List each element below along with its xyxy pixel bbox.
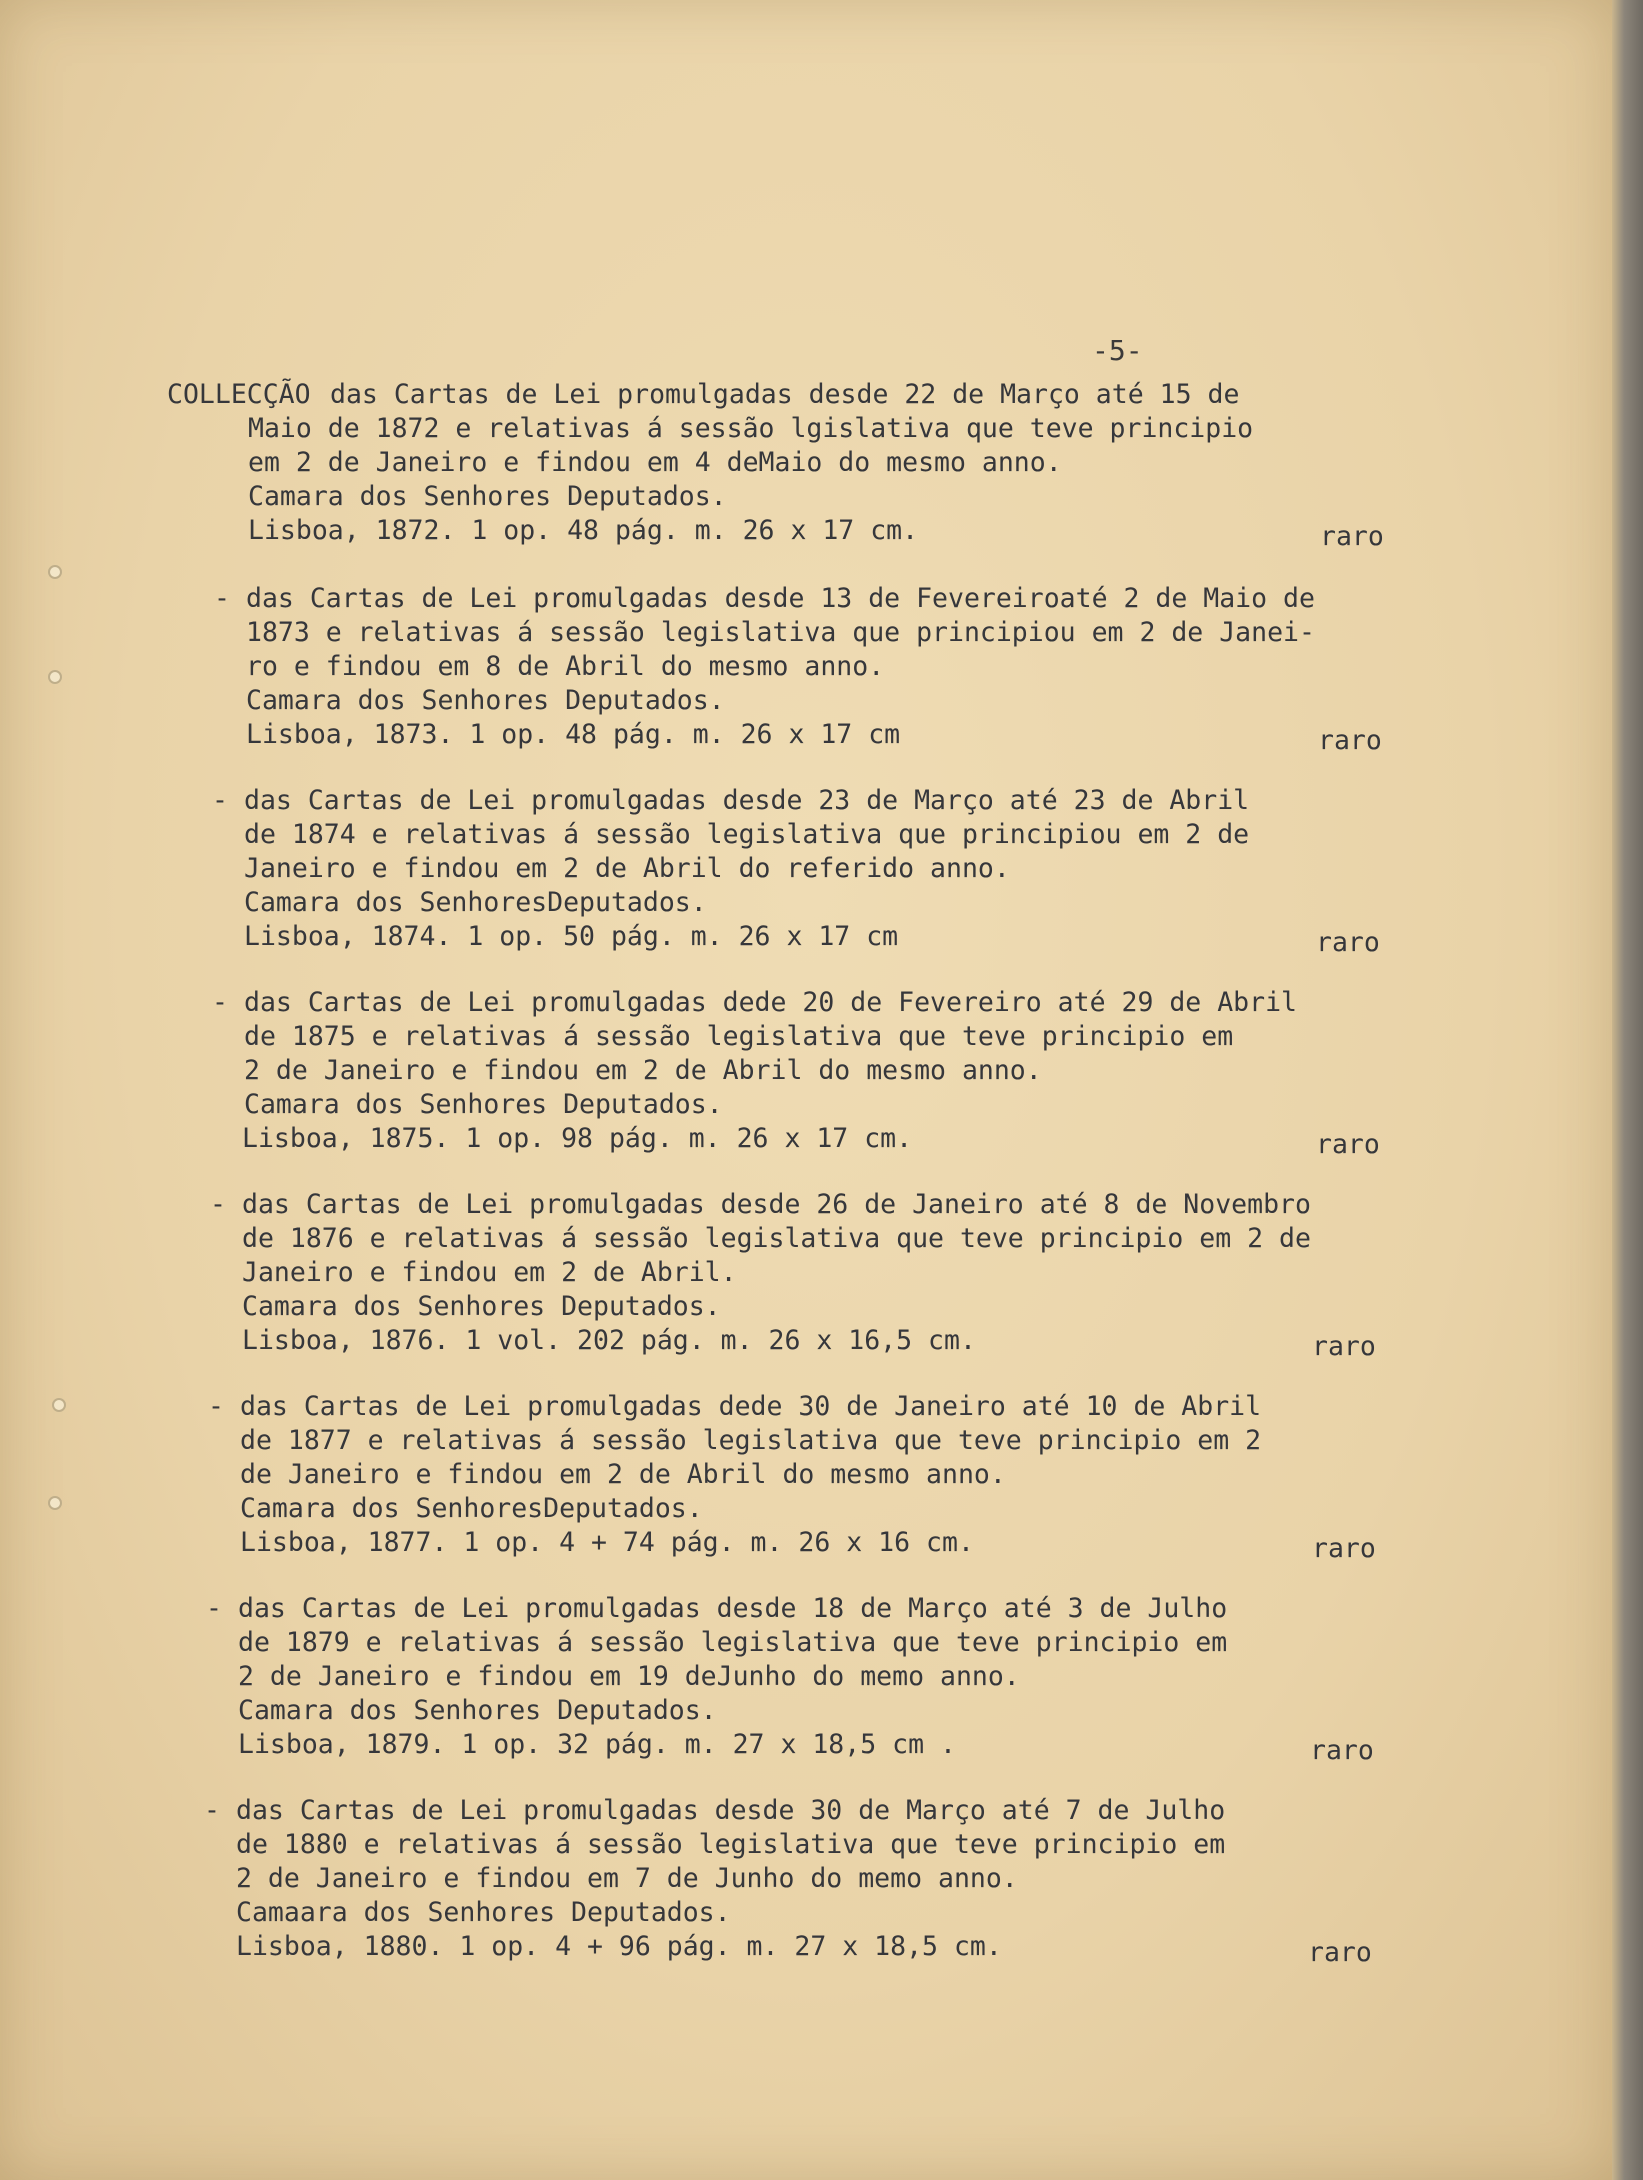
rarity-label: raro [1316,1129,1380,1160]
entry-line: de 1877 e relativas á sessão legislativa que teve principio em 2 [240,1425,1262,1456]
entry-line: das Cartas de Lei promulgadas dede 30 de Janeiro até 10 de Abril [240,1391,1262,1422]
entry-line: das Cartas de Lei promulgadas desde 22 de Março até 15 de [330,379,1240,410]
rarity-label: raro [1308,1937,1372,1968]
entry-lead: COLLECÇÃO [167,379,311,410]
entry-line: ro e findou em 8 de Abril do mesmo anno. [246,651,885,682]
entry-line: Lisboa, 1874. 1 op. 50 pág. m. 26 x 17 cm [244,921,899,952]
entry-line: Lisboa, 1872. 1 op. 48 pág. m. 26 x 17 cm. [248,515,919,546]
entry-line: 2 de Janeiro e findou em 2 de Abril do mesmo anno. [244,1055,1042,1086]
entry-line: das Cartas de Lei promulgadas desde 13 de Fevereiroaté 2 de Maio de [246,583,1315,614]
entry-line: Camara dos SenhoresDeputados. [244,887,707,918]
entry-line: Lisboa, 1873. 1 op. 48 pág. m. 26 x 17 cm [246,719,901,750]
rarity-label: raro [1316,927,1380,958]
entry-line: Lisboa, 1879. 1 op. 32 pág. m. 27 x 18,5 cm . [238,1729,956,1760]
page-number: -5- [1092,334,1143,367]
entry-line: Camara dos SenhoresDeputados. [240,1493,703,1524]
entry-line: 1873 e relativas á sessão legislativa que principiou em 2 de Janei- [246,617,1315,648]
entry-line: de 1876 e relativas á sessão legislativa que teve principio em 2 de [242,1223,1311,1254]
entry-line: Lisboa, 1876. 1 vol. 202 pág. m. 26 x 16,5 cm. [242,1325,976,1356]
entry-line: de Janeiro e findou em 2 de Abril do mesmo anno. [240,1459,1006,1490]
binder-hole [48,670,62,684]
entry-line: Camara dos Senhores Deputados. [242,1291,721,1322]
entry-line: Lisboa, 1877. 1 op. 4 + 74 pág. m. 26 x 16 cm. [240,1527,974,1558]
entry-lead: - [212,987,228,1018]
entry-lead: - [210,1189,226,1220]
entry-lead: - [212,785,228,816]
entry-line: Lisboa, 1880. 1 op. 4 + 96 pág. m. 27 x 18,5 cm. [236,1931,1002,1962]
entry-line: Camaara dos Senhores Deputados. [236,1897,731,1928]
entry-line: de 1879 e relativas á sessão legislativa que teve principio em [238,1627,1228,1658]
entry-line: de 1874 e relativas á sessão legislativa que principiou em 2 de [244,819,1250,850]
rarity-label: raro [1312,1533,1376,1564]
entry-line: de 1875 e relativas á sessão legislativa que teve principio em [244,1021,1234,1052]
entry-lead: - [208,1391,224,1422]
binder-hole [48,1496,62,1510]
rarity-label: raro [1312,1331,1376,1362]
rarity-label: raro [1318,725,1382,756]
entry-line: das Cartas de Lei promulgadas dede 20 de Fevereiro até 29 de Abril [244,987,1297,1018]
rarity-label: raro [1310,1735,1374,1766]
entry-lead: - [206,1593,222,1624]
entry-line: 2 de Janeiro e findou em 19 deJunho do memo anno. [238,1661,1020,1692]
entry-line: Camara dos Senhores Deputados. [244,1089,723,1120]
entry-line: 2 de Janeiro e findou em 7 de Junho do memo anno. [236,1863,1018,1894]
entry-line: Janeiro e findou em 2 de Abril do referido anno. [244,853,1010,884]
entry-line: Camara dos Senhores Deputados. [238,1695,717,1726]
entry-line: das Cartas de Lei promulgadas desde 30 de Março até 7 de Julho [236,1795,1226,1826]
entry-line: das Cartas de Lei promulgadas desde 18 de Março até 3 de Julho [238,1593,1228,1624]
binder-hole [52,1398,66,1412]
page-edge-shadow [1612,0,1643,2180]
entry-line: Maio de 1872 e relativas á sessão lgislativa que teve principio [248,413,1254,444]
entry-line: Janeiro e findou em 2 de Abril. [242,1257,737,1288]
binder-hole [48,565,62,579]
entry-line: das Cartas de Lei promulgadas desde 23 de Março até 23 de Abril [244,785,1250,816]
entry-lead: - [214,583,230,614]
entry-lead: - [204,1795,220,1826]
entry-line: em 2 de Janeiro e findou em 4 deMaio do mesmo anno. [248,447,1062,478]
entry-line: Camara dos Senhores Deputados. [248,481,727,512]
entry-line: de 1880 e relativas á sessão legislativa que teve principio em [236,1829,1226,1860]
entry-line: das Cartas de Lei promulgadas desde 26 de Janeiro até 8 de Novembro [242,1189,1311,1220]
entry-line: Camara dos Senhores Deputados. [246,685,725,716]
entry-line: Lisboa, 1875. 1 op. 98 pág. m. 26 x 17 cm. [242,1123,913,1154]
rarity-label: raro [1320,521,1384,552]
